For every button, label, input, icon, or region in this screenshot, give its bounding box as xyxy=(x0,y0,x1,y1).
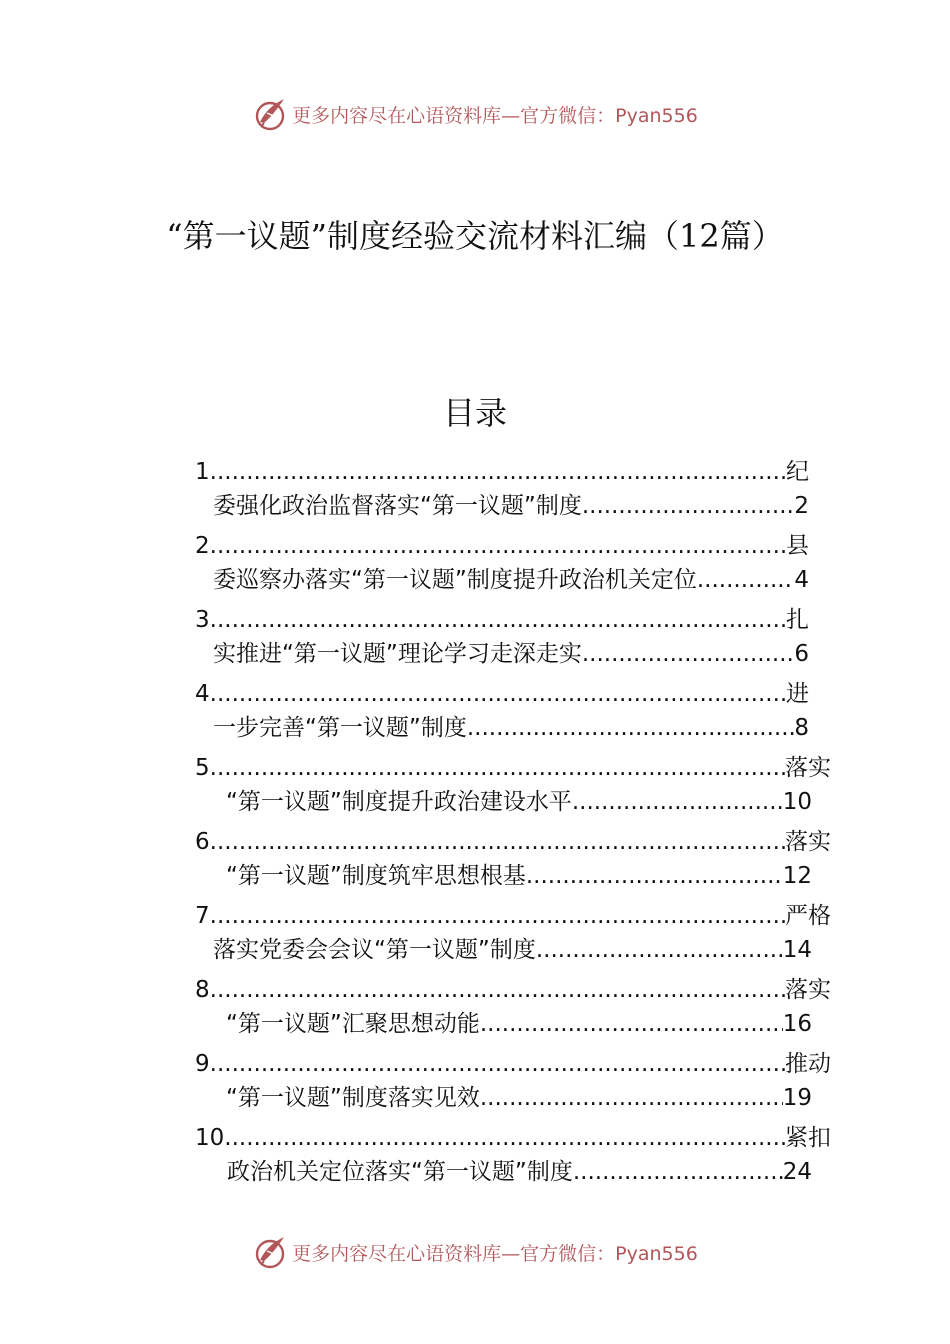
toc-entry-title: 实推进“第一议题”理论学习走深走实 xyxy=(213,641,582,667)
toc-heading: 目录 xyxy=(442,394,507,432)
toc-entry[interactable] xyxy=(0,825,950,899)
toc-entry-title: “第一议题”制度提升政治建设水平 xyxy=(226,789,572,815)
toc-entry-page: 12 xyxy=(782,863,812,889)
toc-entry-page: 6 xyxy=(794,641,809,667)
dot-leader xyxy=(526,859,783,893)
toc-entry-number: 2 xyxy=(195,533,210,559)
toc-entry-page: 19 xyxy=(782,1085,812,1111)
dot-leader xyxy=(573,1155,783,1189)
toc-entry-title: 落实党委会会议“第一议题”制度 xyxy=(213,937,536,963)
toc-entry-title-start: 严格 xyxy=(785,903,831,929)
toc-entry-title: 政治机关定位落实“第一议题”制度 xyxy=(227,1159,573,1185)
dot-leader xyxy=(572,785,783,819)
dot-leader xyxy=(210,1047,785,1081)
dot-leader xyxy=(467,711,795,745)
toc-entry-title-start: 落实 xyxy=(785,829,831,855)
dot-leader xyxy=(210,899,785,933)
toc-entry-title: 委巡察办落实“第一议题”制度提升政治机关定位 xyxy=(213,567,697,593)
toc-entry[interactable] xyxy=(0,899,950,973)
toc-entry-number: 8 xyxy=(195,977,210,1003)
toc-entry-page: 10 xyxy=(782,789,812,815)
dot-leader xyxy=(697,563,795,597)
toc-entry-title: “第一议题”制度落实见效 xyxy=(226,1085,480,1111)
toc-entry-title: “第一议题”制度筑牢思想根基 xyxy=(226,863,526,889)
toc-entry[interactable] xyxy=(0,455,950,529)
toc-entry-title-start: 进 xyxy=(786,681,809,707)
watermark-text: 更多内容尽在心语资料库—官方微信：Pyan556 xyxy=(292,104,698,127)
toc-entry-page: 24 xyxy=(782,1159,812,1185)
toc-entry[interactable] xyxy=(0,1047,950,1121)
toc-entry-page: 16 xyxy=(782,1011,812,1037)
toc-entry-title-start: 紧扣 xyxy=(785,1125,831,1151)
dot-leader xyxy=(210,973,785,1007)
toc-entry-title-start: 推动 xyxy=(785,1051,831,1077)
dot-leader xyxy=(210,677,786,711)
toc-entry-title: “第一议题”汇聚思想动能 xyxy=(226,1011,480,1037)
dot-leader xyxy=(480,1081,783,1115)
dot-leader xyxy=(582,637,795,671)
toc-entry-number: 1 xyxy=(195,459,210,485)
toc-entry[interactable] xyxy=(0,529,950,603)
document-title: “第一议题”制度经验交流材料汇编（12篇） xyxy=(166,217,784,255)
toc-entry-title-start: 落实 xyxy=(785,755,831,781)
toc-entry-number: 3 xyxy=(195,607,210,633)
toc-entry[interactable] xyxy=(0,603,950,677)
dot-leader xyxy=(224,1121,785,1155)
toc-entry[interactable] xyxy=(0,677,950,751)
toc-entry-number: 7 xyxy=(195,903,210,929)
dot-leader xyxy=(210,529,786,563)
toc-entry[interactable] xyxy=(0,973,950,1047)
dot-leader xyxy=(582,489,795,523)
toc-entry-number: 5 xyxy=(195,755,210,781)
toc-entry-title-start: 纪 xyxy=(786,459,809,485)
dot-leader xyxy=(210,603,786,637)
dot-leader xyxy=(210,825,785,859)
toc-entry[interactable] xyxy=(0,1121,950,1195)
toc-entry-number: 9 xyxy=(195,1051,210,1077)
toc-entry-number: 6 xyxy=(195,829,210,855)
toc-entry-page: 14 xyxy=(782,937,812,963)
quill-logo-icon xyxy=(252,96,288,132)
toc-entry-number: 10 xyxy=(195,1125,225,1151)
toc-entry-title-start: 落实 xyxy=(785,977,831,1003)
toc-entry-title-start: 县 xyxy=(786,533,809,559)
watermark-banner-top xyxy=(0,94,950,134)
watermark-banner-bottom xyxy=(0,1232,950,1272)
toc-entry-title-start: 扎 xyxy=(786,607,809,633)
quill-logo-icon xyxy=(252,1234,288,1270)
dot-leader xyxy=(536,933,783,967)
dot-leader xyxy=(210,455,786,489)
toc-entry-page: 4 xyxy=(794,567,809,593)
toc-entry-page: 8 xyxy=(794,715,809,741)
watermark-text: 更多内容尽在心语资料库—官方微信：Pyan556 xyxy=(292,1242,698,1265)
toc-entry-title: 一步完善“第一议题”制度 xyxy=(213,715,467,741)
dot-leader xyxy=(480,1007,783,1041)
toc-entry-number: 4 xyxy=(195,681,210,707)
toc-entry-page: 2 xyxy=(794,493,809,519)
toc-entry[interactable] xyxy=(0,751,950,825)
dot-leader xyxy=(210,751,785,785)
toc-entry-title: 委强化政治监督落实“第一议题”制度 xyxy=(213,493,582,519)
